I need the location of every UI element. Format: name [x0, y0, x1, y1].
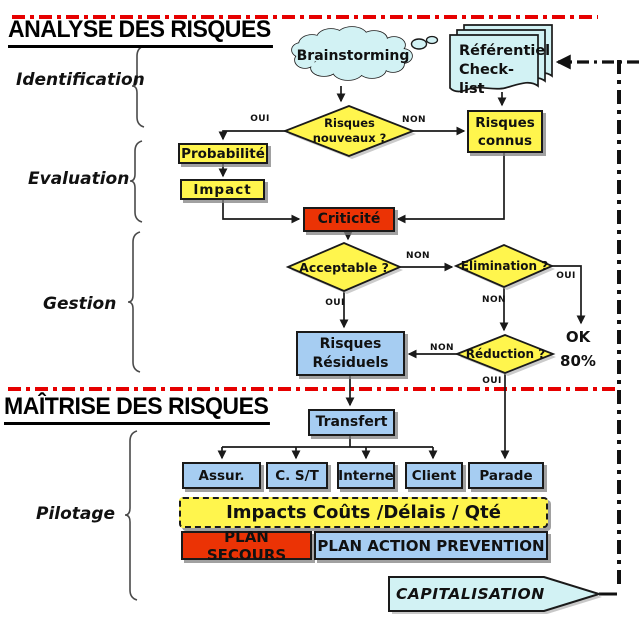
probabilite-box: Probabilité	[178, 143, 268, 164]
analyse-section-title: ANALYSE DES RISQUES	[8, 16, 273, 48]
transfert-box: Transfert	[308, 409, 395, 436]
maitrise-section-title: MAÎTRISE DES RISQUES	[4, 393, 270, 425]
pilotage-brace	[125, 431, 137, 600]
risques-residuels-box	[296, 331, 405, 376]
edge-label-oui-elimination: OUI	[556, 271, 576, 281]
referentiel-line1: Référentiel	[459, 43, 551, 59]
risques-connus-box	[467, 110, 543, 153]
edge-label-oui-acceptable: OUI	[325, 298, 345, 308]
plan-action-box: PLAN ACTION PREVENTION	[314, 531, 548, 560]
pct-80-label: 80%	[560, 352, 596, 370]
risques-residuels-line1: Risques	[319, 335, 382, 352]
plan-secours-box: PLAN SECOURS	[181, 531, 312, 560]
risques-connus-line2: connus	[477, 132, 533, 149]
risques-nouveaux-line2: nouveaux ?	[312, 131, 387, 145]
client-box: Client	[405, 462, 463, 489]
risques-nouveaux-label	[289, 108, 410, 154]
impacts-box: Impacts Coûts /Délais / Qté	[179, 497, 548, 528]
interne-box: Interne	[337, 462, 395, 489]
phase-label-identification: Identification	[16, 70, 145, 90]
thought-bubble-icon	[412, 39, 427, 49]
impact-box: Impact	[180, 179, 265, 200]
risques-connus-line1: Risques	[475, 114, 535, 131]
referentiel-node-label	[459, 42, 551, 99]
ok-label: OK	[565, 328, 591, 346]
acceptable-label: Acceptable ?	[299, 259, 389, 275]
elimination-label: Elimination ?	[460, 259, 549, 273]
edge-label-non-reduction: NON	[430, 343, 454, 353]
parade-box: Parade	[468, 462, 544, 489]
phase-label-gestion: Gestion	[43, 294, 117, 314]
edge-label-oui-reduction: OUI	[482, 376, 502, 386]
evaluation-brace	[130, 141, 142, 222]
phase-label-evaluation: Evaluation	[28, 169, 130, 189]
referentiel-line2: Check-list	[459, 62, 515, 97]
brainstorming-node-label: Brainstorming	[296, 48, 410, 64]
phase-label-pilotage: Pilotage	[36, 504, 116, 524]
edge-label-non-acceptable: NON	[406, 251, 430, 261]
gestion-brace	[128, 232, 140, 372]
reduction-label: Réduction ?	[465, 347, 546, 361]
assur-box: Assur.	[182, 462, 261, 489]
criticite-box: Criticité	[303, 207, 395, 232]
phase-braces	[125, 46, 144, 600]
capitalisation-label: CAPITALISATION	[396, 585, 545, 603]
edge-label-non-nouveaux: NON	[402, 115, 426, 125]
risques-residuels-line2: Résiduels	[312, 354, 389, 371]
risques-nouveaux-line1: Risques	[324, 116, 375, 130]
edge-label-non-elimination: NON	[482, 295, 506, 305]
thought-bubble-small-icon	[427, 37, 438, 44]
edge-label-oui-nouveaux: OUI	[250, 114, 270, 124]
cst-box: C. S/T	[266, 462, 328, 489]
